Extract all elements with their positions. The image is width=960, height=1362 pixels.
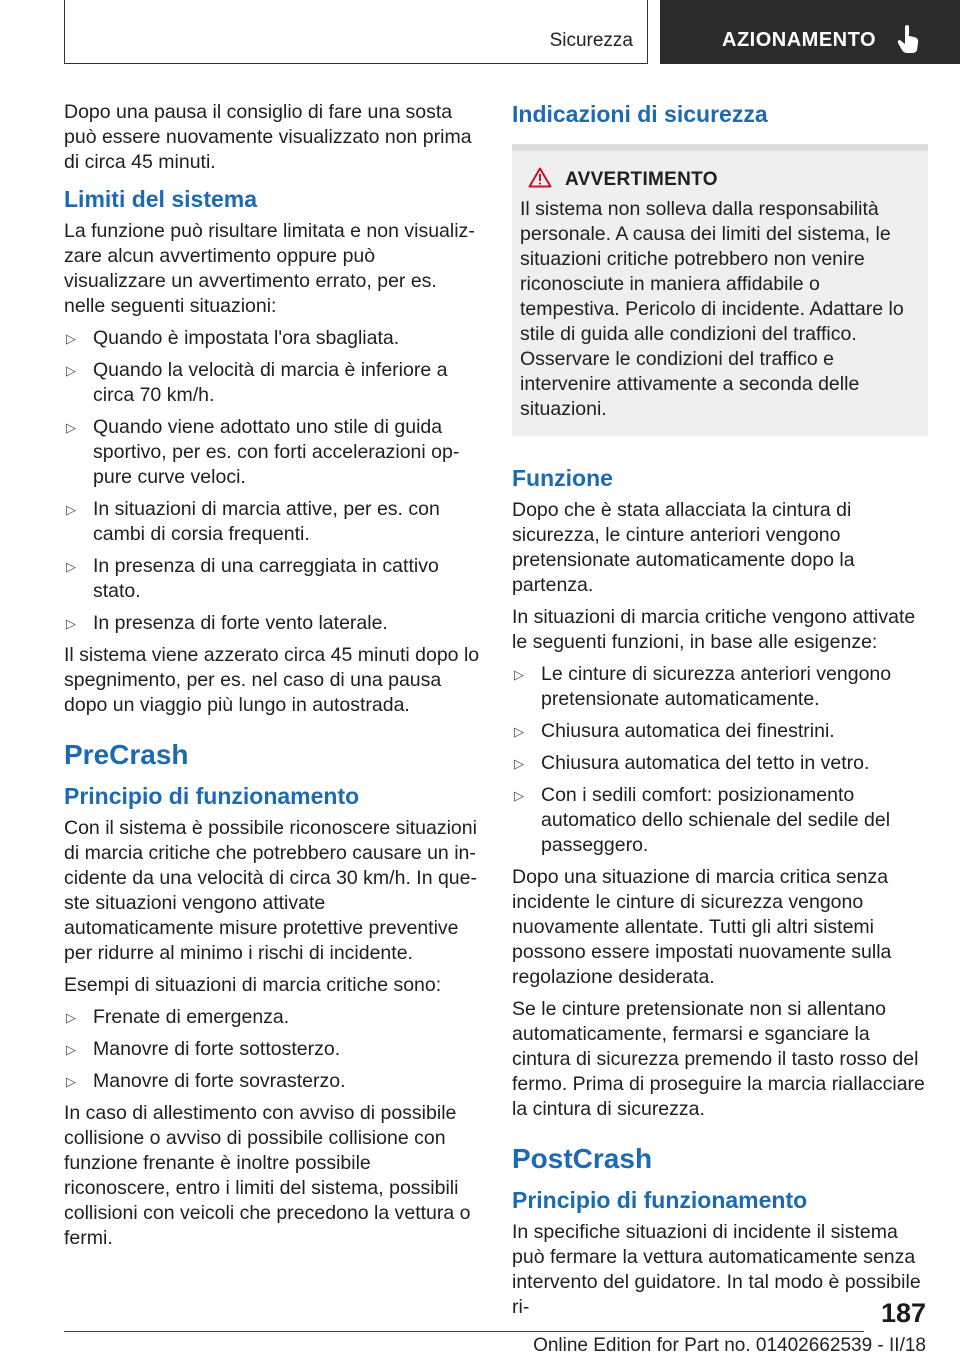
bullet-triangle-icon: ▷ xyxy=(66,616,76,631)
list-item xyxy=(64,554,480,604)
bullet-triangle-icon: ▷ xyxy=(66,420,76,435)
heading-limiti: Limiti del sistema xyxy=(64,186,258,212)
page-number: 187 xyxy=(880,1298,926,1328)
paragraph: Dopo una situazione di marcia critica senza incidente le cinture di sicurezza vengono nuovamente allentate. Tutti gli altri sistemi possono essere impostati nuovamente sulla regolazione desiderata. xyxy=(512,866,892,988)
left-column xyxy=(64,100,480,1258)
list-item xyxy=(64,611,480,636)
chapter-title: AZIONAMENTO xyxy=(722,29,877,51)
bullet-triangle-icon: ▷ xyxy=(66,502,76,517)
heading-indicazioni: Indicazioni di sicurezza xyxy=(512,101,768,127)
paragraph: In specifiche situazioni di incidente il sistema può fermare la vettura automaticamente senza intervento del guidatore. In tal modo è possibile ri- xyxy=(512,1221,921,1318)
list-item-text: In presenza di una carreggiata in cattivo stato. xyxy=(93,555,439,602)
warning-header xyxy=(520,165,918,193)
bullet-triangle-icon: ▷ xyxy=(514,756,524,771)
list-item xyxy=(64,497,480,547)
list-item-text: In presenza di forte vento laterale. xyxy=(93,612,388,634)
paragraph: Con il sistema è possibile riconoscere situazioni di marcia critiche che potrebbero causare un incidente da una velocità di circa 30 km/h. In queste situazioni vengono attivate automaticamente misure protettive preventive per ridurre al minimo i rischi di incidente. xyxy=(64,817,477,964)
heading-principio: Principio di funzionamento xyxy=(512,1187,808,1213)
warning-text: Il sistema non solleva dalla responsabilità personale. A causa dei limiti del sistema, le situazioni critiche potrebbero non venire riconosciute in maniera affidabile o tempestiva. Pericolo di incidente. Adattare lo stile di guida alle condizioni del traffico. Osservare le condizioni del traffico e intervenire attivamente a seconda delle situazioni. xyxy=(520,198,904,420)
section-tab xyxy=(64,0,648,64)
paragraph: In situazioni di marcia critiche vengono attivate le seguenti funzioni, in base alle esigenze: xyxy=(512,606,916,653)
list-item xyxy=(512,662,928,712)
bullet-triangle-icon: ▷ xyxy=(514,724,524,739)
chapter-tab xyxy=(660,0,960,64)
list-item-text: Le cinture di sicurezza anteriori vengono pretensionate automaticamente. xyxy=(541,663,892,710)
heading-principio: Principio di funzionamento xyxy=(64,783,360,809)
paragraph: La funzione può risultare limitata e non visualizzare alcun avvertimento oppure può visualizzare un avvertimento errato, per es. nelle seguenti situazioni: xyxy=(64,220,475,317)
paragraph: Se le cinture pretensionate non si allentano automaticamente, fermarsi e sganciare la cintura di sicurezza premendo il tasto rosso del fermo. Prima di proseguire la marcia riallacciare la cintura di sicurezza. xyxy=(512,998,925,1120)
paragraph: Esempi di situazioni di marcia critiche sono: xyxy=(64,974,442,996)
bullet-triangle-icon: ▷ xyxy=(514,788,524,803)
list-item-text: Manovre di forte sottosterzo. xyxy=(93,1038,341,1060)
bullet-triangle-icon: ▷ xyxy=(66,363,76,378)
bullet-triangle-icon: ▷ xyxy=(66,1042,76,1057)
list-limiti xyxy=(64,326,480,636)
list-item-text: Con i sedili comfort: posizionamento automatico dello schienale del sedile del passeggero. xyxy=(541,784,891,856)
footer-divider xyxy=(64,1331,864,1332)
list-item-text: Chiusura automatica dei finestrini. xyxy=(541,720,835,742)
bullet-triangle-icon: ▷ xyxy=(514,667,524,682)
list-item-text: Quando la velocità di marcia è inferiore a circa 70 km/h. xyxy=(93,359,448,406)
heading-funzione: Funzione xyxy=(512,465,613,491)
warning-box xyxy=(512,144,928,436)
list-item xyxy=(64,1005,480,1030)
section-title: Sicurezza xyxy=(549,30,633,51)
list-item-text: Quando viene adottato uno stile di guida sportivo, per es. con forti accelerazioni oppure curve veloci. xyxy=(93,416,460,488)
list-item xyxy=(64,1069,480,1094)
list-item xyxy=(512,751,928,776)
list-item xyxy=(512,783,928,858)
list-item-text: Chiusura automatica del tetto in vetro. xyxy=(541,752,870,774)
list-item-text: Quando è impostata l'ora sbagliata. xyxy=(93,327,400,349)
paragraph: Dopo che è stata allacciata la cintura di sicurezza, le cinture anteriori vengono pretensionate automaticamente dopo la partenza. xyxy=(512,499,855,596)
bullet-triangle-icon: ▷ xyxy=(66,331,76,346)
footer-edition: Online Edition for Part no. 01402662539 - II/18 xyxy=(533,1335,926,1356)
page-header xyxy=(0,0,960,66)
bullet-triangle-icon: ▷ xyxy=(66,1074,76,1089)
warning-title: AVVERTIMENTO xyxy=(565,169,718,190)
bullet-triangle-icon: ▷ xyxy=(66,559,76,574)
heading-precrash: PreCrash xyxy=(64,739,189,770)
heading-postcrash: PostCrash xyxy=(512,1143,653,1174)
list-item xyxy=(64,1037,480,1062)
right-column xyxy=(512,100,928,1327)
bullet-triangle-icon: ▷ xyxy=(66,1010,76,1025)
paragraph: In caso di allestimento con avviso di possibile collisione o avviso di possibile collisione con funzione frenante è inoltre possibile riconoscere, entro i limiti del sistema, possibili collisioni con veicoli che precedono la vettura o fermi. xyxy=(64,1102,471,1249)
list-item-text: Manovre di forte sovrasterzo. xyxy=(93,1070,346,1092)
paragraph: Dopo una pausa il consiglio di fare una sosta può essere nuovamente visualizzato non prima di circa 45 minuti. xyxy=(64,101,472,173)
paragraph: Il sistema viene azzerato circa 45 minuti dopo lo spegnimento, per es. nel caso di una pausa dopo un viaggio più lungo in autostrada. xyxy=(64,644,480,716)
list-item xyxy=(64,358,480,408)
hand-pointer-icon xyxy=(896,24,922,54)
warning-triangle-icon xyxy=(528,167,552,188)
list-item xyxy=(512,719,928,744)
list-item-text: In situazioni di marcia attive, per es. con cambi di corsia frequenti. xyxy=(93,498,440,545)
list-item xyxy=(64,415,480,490)
list-item xyxy=(64,326,480,351)
list-funzioni xyxy=(512,662,928,858)
list-item-text: Frenate di emergenza. xyxy=(93,1006,290,1028)
list-esempi xyxy=(64,1005,480,1094)
